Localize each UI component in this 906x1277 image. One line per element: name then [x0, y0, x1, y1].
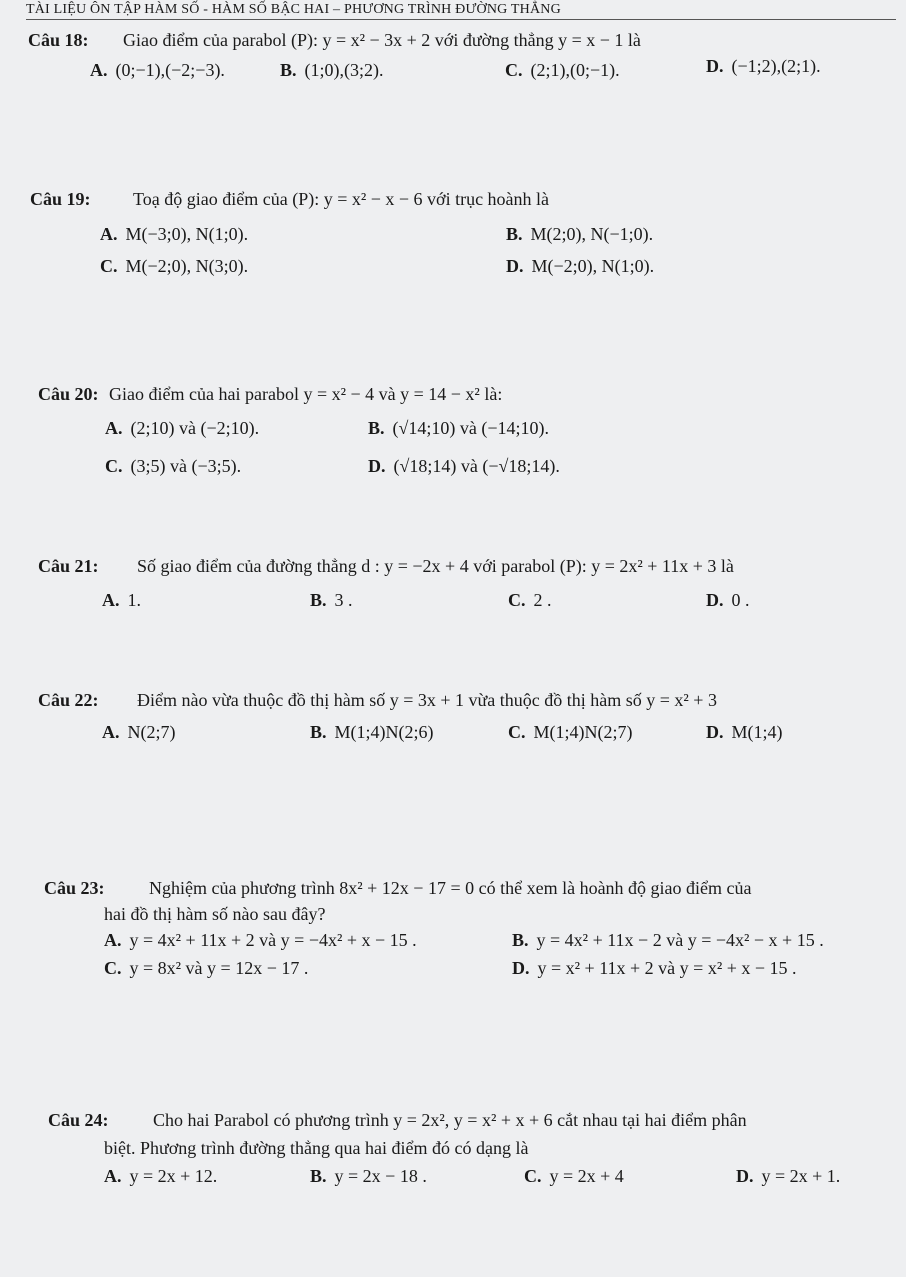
option-key: D. [736, 1166, 754, 1186]
document-header: TÀI LIỆU ÔN TẬP HÀM SỐ - HÀM SỐ BẬC HAI – PHƯƠNG TRÌNH ĐƯỜNG THẲNG [26, 2, 561, 17]
q19-option-b [506, 224, 653, 245]
option-key: C. [524, 1166, 542, 1186]
question-23-stem [44, 878, 752, 899]
option-key: B. [280, 60, 297, 80]
option-text: M(−3;0), N(1;0). [125, 224, 249, 244]
question-label: Câu 18: [28, 30, 89, 50]
option-text: N(2;7) [127, 722, 176, 742]
q22-option-d [706, 722, 783, 743]
q20-option-c [105, 456, 241, 477]
option-key: B. [506, 224, 523, 244]
option-key: B. [310, 722, 327, 742]
question-19-stem [30, 189, 549, 210]
question-text: Số giao điểm của đường thẳng d : y = −2x + 4 với parabol (P): y = 2x² + 11x + 3 là [137, 556, 734, 576]
question-text: Toạ độ giao điểm của (P): y = x² − x − 6 với trục hoành là [133, 189, 550, 209]
option-key: C. [104, 958, 122, 978]
q21-option-c [508, 590, 552, 611]
option-text: M(1;4)N(2;7) [533, 722, 633, 742]
q24-option-b [310, 1166, 427, 1187]
question-24-stem-continued: biệt. Phương trình đường thẳng qua hai điểm đó có dạng là [104, 1138, 529, 1158]
option-key: C. [100, 256, 118, 276]
q22-option-b [310, 722, 434, 743]
option-key: A. [105, 418, 123, 438]
option-text: M(1;4) [731, 722, 783, 742]
option-key: A. [102, 590, 120, 610]
option-text: (2;1),(0;−1). [530, 60, 620, 80]
q19-option-a [100, 224, 248, 245]
q19-option-d [506, 256, 654, 277]
q18-option-d [706, 56, 821, 77]
question-label: Câu 20: [38, 384, 99, 404]
q23-option-a [104, 930, 417, 951]
q22-option-a [102, 722, 176, 743]
option-key: B. [310, 590, 327, 610]
option-text: y = 2x − 18 . [334, 1166, 427, 1186]
q20-option-a [105, 418, 259, 439]
q21-option-a [102, 590, 141, 611]
q21-option-d [706, 590, 750, 611]
option-text: y = x² + 11x + 2 và y = x² + x − 15 . [537, 958, 797, 978]
option-text: (−1;2),(2;1). [731, 56, 821, 76]
question-text: Điểm nào vừa thuộc đồ thị hàm số y = 3x + 1 vừa thuộc đồ thị hàm số y = x² + 3 [137, 690, 717, 710]
option-key: C. [505, 60, 523, 80]
option-text: 0 . [731, 590, 750, 610]
q20-option-b [368, 418, 549, 439]
option-key: C. [105, 456, 123, 476]
q24-option-c [524, 1166, 624, 1187]
option-key: C. [508, 590, 526, 610]
option-text: y = 4x² + 11x + 2 và y = −4x² + x − 15 . [129, 930, 417, 950]
question-label: Câu 23: [44, 878, 105, 898]
q24-option-d [736, 1166, 840, 1187]
question-21-stem [38, 556, 734, 577]
question-text: Giao điểm của parabol (P): y = x² − 3x + 2 với đường thẳng y = x − 1 là [123, 30, 641, 50]
option-text: M(−2;0), N(1;0). [531, 256, 655, 276]
q20-option-d [368, 456, 560, 477]
option-text: M(2;0), N(−1;0). [530, 224, 654, 244]
q18-option-a [90, 60, 225, 81]
question-20-stem [38, 384, 502, 405]
option-text: (√14;10) và (−14;10). [392, 418, 550, 438]
option-key: B. [368, 418, 385, 438]
q22-option-c [508, 722, 632, 743]
option-text: (√18;14) và (−√18;14). [393, 456, 560, 476]
option-key: D. [706, 590, 724, 610]
option-text: (1;0),(3;2). [304, 60, 384, 80]
option-text: (3;5) và (−3;5). [130, 456, 242, 476]
q23-option-d [512, 958, 797, 979]
option-key: A. [100, 224, 118, 244]
question-label: Câu 22: [38, 690, 99, 710]
q19-option-c [100, 256, 248, 277]
option-text: 2 . [533, 590, 552, 610]
question-23-stem-continued: hai đồ thị hàm số nào sau đây? [104, 904, 326, 924]
question-text: Cho hai Parabol có phương trình y = 2x², y = x² + x + 6 cắt nhau tại hai điểm phân [153, 1110, 747, 1130]
question-18-stem [28, 30, 641, 51]
q24-option-a [104, 1166, 217, 1187]
q23-option-c [104, 958, 308, 979]
question-24-stem [48, 1110, 747, 1131]
header-divider [26, 19, 896, 20]
option-key: D. [512, 958, 530, 978]
question-22-stem [38, 690, 717, 711]
option-text: M(−2;0), N(3;0). [125, 256, 249, 276]
question-text: Giao điểm của hai parabol y = x² − 4 và y = 14 − x² là: [109, 384, 503, 404]
option-text: (0;−1),(−2;−3). [115, 60, 225, 80]
q23-option-b [512, 930, 824, 951]
q18-option-b [280, 60, 384, 81]
option-text: y = 2x + 12. [129, 1166, 218, 1186]
option-text: y = 2x + 1. [761, 1166, 841, 1186]
option-key: D. [368, 456, 386, 476]
option-text: y = 4x² + 11x − 2 và y = −4x² − x + 15 . [536, 930, 824, 950]
option-key: A. [104, 1166, 122, 1186]
question-text: Nghiệm của phương trình 8x² + 12x − 17 = 0 có thể xem là hoành độ giao điểm của [149, 878, 752, 898]
option-text: M(1;4)N(2;6) [334, 722, 434, 742]
option-key: A. [104, 930, 122, 950]
option-key: B. [310, 1166, 327, 1186]
question-label: Câu 21: [38, 556, 99, 576]
q21-option-b [310, 590, 353, 611]
option-text: 3 . [334, 590, 353, 610]
option-key: B. [512, 930, 529, 950]
question-label: Câu 19: [30, 189, 91, 209]
option-key: A. [102, 722, 120, 742]
option-text: 1. [127, 590, 141, 610]
option-key: D. [706, 56, 724, 76]
option-text: y = 8x² và y = 12x − 17 . [129, 958, 309, 978]
option-key: D. [506, 256, 524, 276]
option-text: (2;10) và (−2;10). [130, 418, 260, 438]
option-key: A. [90, 60, 108, 80]
q18-option-c [505, 60, 620, 81]
option-key: C. [508, 722, 526, 742]
option-text: y = 2x + 4 [549, 1166, 624, 1186]
option-key: D. [706, 722, 724, 742]
question-label: Câu 24: [48, 1110, 109, 1130]
